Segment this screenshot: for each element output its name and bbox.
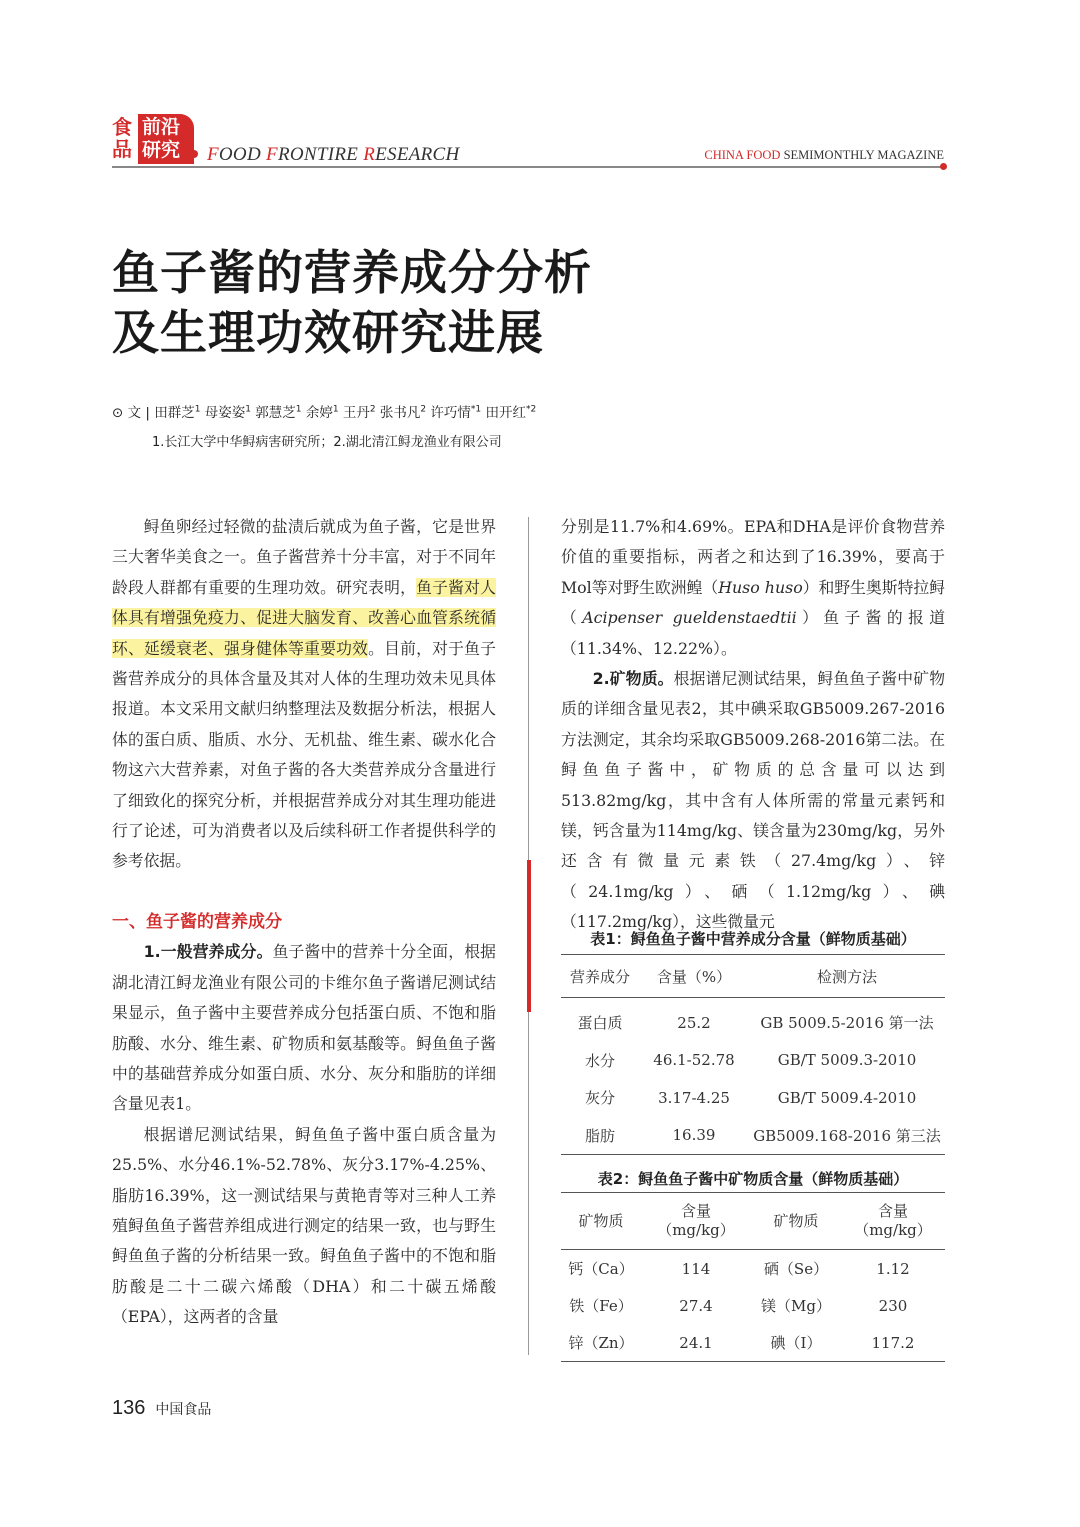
author-affiliation-mark: *1 [470, 404, 482, 415]
table-cell: 46.1-52.78 [653, 1051, 735, 1070]
author-prefix: ⊙ 文 | [112, 405, 155, 421]
table-row [561, 1079, 945, 1117]
author-list [154, 405, 536, 421]
author-name: 王丹 [342, 405, 370, 421]
table-cell: 16.39 [639, 1117, 749, 1155]
section-heading [112, 907, 496, 937]
left-column [112, 512, 496, 1333]
table-cell: 脂肪 [561, 1117, 639, 1155]
section-heading-text: 一、鱼子酱的营养成分 [112, 911, 282, 932]
author-line [112, 401, 536, 421]
spacer [112, 877, 496, 907]
page-footer [112, 1397, 211, 1420]
table-header [841, 1193, 945, 1250]
title-line-2: 及生理功效研究进展 [112, 306, 544, 361]
section-initial: F [207, 144, 219, 165]
intro-text: 鲟鱼卵经过轻微的盐渍后就成为鱼子酱，它是世界三大奢华美食之一。鱼子酱营养十分丰富，对于不同年龄段人群都有重要的生理功效。研究表明， [112, 517, 496, 597]
author-affiliation-mark: 2 [420, 404, 427, 415]
table-cell: GB 5009.5-2016 第一法 [760, 1014, 934, 1033]
highlighted-text: 鱼子酱对人体具有增强免疫力、促进大脑发育、改善心血管系统循环、延缓衰老、强身健体等重要功效 [112, 577, 496, 658]
table1-caption: 表1：鲟鱼鱼子酱中营养成分含量（鲜物质基础） [590, 930, 916, 948]
table-cell: 24.1 [641, 1324, 751, 1362]
paragraph-text: ）和野生奥斯特拉鲟（ [561, 577, 945, 628]
title-line-1: 鱼子酱的营养成分分析 [112, 246, 592, 301]
table-cell: 25.2 [677, 1013, 711, 1032]
author-affiliation-mark: 1 [194, 404, 201, 415]
table-cell: 硒（Se） [763, 1260, 829, 1278]
author-name: 郭慧芝 [255, 405, 296, 421]
right-column [561, 512, 945, 938]
fatty-acid-paragraph [561, 512, 945, 664]
table-cell: 27.4 [679, 1296, 713, 1315]
table-header-row [561, 1193, 945, 1250]
author-name: 张书凡 [379, 405, 421, 421]
table-header: 营养成分 [561, 955, 639, 998]
table-header-row [561, 955, 945, 998]
author-affiliation-mark: *2 [525, 404, 537, 415]
magazine-name-rest: SEMIMONTHLY MAGAZINE [780, 148, 944, 162]
paragraph-text: 分别是11.7%和4.69%。EPA和DHA是评价食物营养价值的重要指标，两者之和达到了16.39%，要高于Mol等对野生欧洲鳇（ [561, 517, 945, 597]
magazine-name [704, 148, 944, 163]
table-cell: 钙（Ca） [568, 1260, 634, 1278]
magazine-name-red: CHINA FOOD [704, 148, 781, 162]
logo-food-chars [112, 116, 136, 160]
header-rule-dot [940, 163, 947, 170]
table2 [561, 1192, 945, 1362]
logo-box-line2: 研究 [142, 139, 181, 161]
table-cell: 镁（Mg） [761, 1297, 831, 1315]
column-divider-accent [527, 860, 531, 1012]
table-header [641, 1193, 751, 1250]
table1 [561, 954, 945, 1155]
table-cell: 1.12 [876, 1259, 910, 1278]
table-header: 含量（%） [639, 955, 749, 998]
author-name: 母姿姿 [204, 405, 246, 421]
minerals-paragraph [561, 664, 945, 938]
section-initial: R [363, 144, 376, 165]
species-name: Huso huso [718, 577, 803, 597]
table-cell: 碘（I） [751, 1324, 841, 1362]
table-cell: 蛋白质 [577, 1014, 623, 1033]
table-cell: 117.2 [841, 1324, 945, 1362]
section-word: RONTIRE [277, 144, 364, 165]
author-affiliation-mark: 1 [295, 404, 302, 415]
author-affiliation-mark: 1 [332, 404, 339, 415]
table-row [561, 1250, 945, 1288]
section-initial: F [266, 144, 278, 165]
affiliations: 1.长江大学中华鲟病害研究所；2.湖北清江鲟龙渔业有限公司 [152, 435, 502, 450]
table-row [561, 998, 945, 1042]
header-line: 含量 [680, 1202, 711, 1220]
header-line: 含量 [877, 1202, 908, 1220]
table-cell: GB/T 5009.4-2010 [777, 1088, 917, 1107]
table-header: 矿物质 [751, 1193, 841, 1250]
section-word: OOD [218, 144, 267, 165]
author-name: 田开红 [485, 405, 526, 421]
author-name: 田群芝 [154, 405, 195, 421]
table-cell: 水分 [584, 1051, 615, 1070]
paragraph-text: 鱼子酱中的营养十分全面，根据湖北清江鲟龙渔业有限公司的卡维尔鱼子酱谱尼测试结果显示，鱼子酱中主要营养成分包括蛋白质、不饱和脂肪酸、水分、维生素、矿物质和氨基酸等。鲟鱼鱼子酱中的基础营养成分如蛋白质、水分、灰分和脂肪的详细含量见表1。 [112, 942, 496, 1114]
author-name: 许巧情 [430, 405, 471, 421]
logo-char-1: 食 [112, 115, 132, 139]
table-header: 矿物质 [561, 1193, 641, 1250]
table-header: 检测方法 [749, 955, 945, 998]
header-line: （mg/kg） [657, 1221, 735, 1239]
table-cell: 230 [878, 1296, 908, 1315]
table-row [561, 1042, 945, 1080]
table-cell: 锌（Zn） [561, 1324, 641, 1362]
subheading: 2.矿物质。 [592, 669, 674, 689]
table-cell: 灰分 [584, 1089, 615, 1108]
general-nutrients-paragraph [112, 937, 496, 1119]
paragraph-text: ）鱼子酱的报道（11.34%、12.22%）。 [561, 608, 945, 658]
author-affiliation-mark: 2 [369, 404, 376, 415]
subheading: 1.一般营养成分。 [143, 942, 273, 962]
intro-text-end: 。目前，对于鱼子酱营养成分的具体含量及其对人体的生理功效未见具体报道。本文采用文献归纳整理法及数据分析法，根据人体的蛋白质、脂质、水分、无机盐、维生素、碳水化合物这六大营养素，对鱼子酱的各大类营养成分含量进行了细致化的探究分析，并根据营养成分对其生理功能进行了论述，可为消费者以及后续科研工作者提供科学的参考依据。 [112, 638, 496, 871]
article-title [112, 244, 592, 364]
table-cell: 铁（Fe） [569, 1297, 633, 1315]
author-name: 余婷 [305, 405, 333, 421]
section-name-english [207, 144, 460, 166]
footer-magazine: 中国食品 [155, 1402, 212, 1418]
species-name: Acipenser gueldenstaedtii [582, 608, 797, 628]
table2-caption: 表2：鲟鱼鱼子酱中矿物质含量（鲜物质基础） [597, 1170, 909, 1188]
logo-box [138, 114, 194, 164]
paragraph-text: 根据谱尼测试结果，鲟鱼鱼子酱中矿物质的详细含量见表2，其中碘采取GB5009.267-2016方法测定，其余均采取GB5009.268-2016第二法。在鲟鱼鱼子酱中，矿物质的总含量可以达到513.82mg/kg，其中含有人体所需的常量元素钙和镁，钙含量为114mg/kg、镁含量为230mg/kg，另外还含有微量元素铁（27.4mg/kg）、锌（24.1mg/kg）、硒（1.12mg/kg）、碘（117.2mg/kg），这些微量元 [561, 669, 945, 932]
table-row [561, 1117, 945, 1155]
test-results-paragraph: 根据谱尼测试结果，鲟鱼鱼子酱中蛋白质含量为25.5%、水分46.1%-52.78%、灰分3.17%-4.25%、脂肪16.39%，这一测试结果与黄艳青等对三种人工养殖鲟鱼鱼子酱营养组成进行测定的结果一致，也与野生鲟鱼鱼子酱的分析结果一致。鲟鱼鱼子酱中的不饱和脂肪酸是二十二碳六烯酸（DHA）和二十碳五烯酸（EPA），这两者的含量 [112, 1124, 496, 1327]
table1-body [561, 998, 945, 1155]
header-line: （mg/kg） [854, 1221, 932, 1239]
table-row [561, 1324, 945, 1362]
table2-body [561, 1250, 945, 1362]
table-cell: 114 [681, 1259, 711, 1278]
table-cell: GB/T 5009.3-2010 [777, 1051, 917, 1070]
author-affiliation-mark: 1 [245, 404, 251, 415]
table-cell: GB5009.168-2016 第三法 [749, 1117, 945, 1155]
logo-char-2: 品 [112, 137, 132, 161]
logo-box-line1: 前沿 [142, 116, 181, 138]
intro-paragraph [112, 512, 496, 877]
section-word: ESEARCH [375, 144, 460, 165]
page-number: 136 [112, 1397, 146, 1419]
table-row [561, 1287, 945, 1324]
table-cell: 3.17-4.25 [658, 1088, 730, 1107]
header-rule [112, 166, 944, 168]
logo-dot [190, 150, 198, 158]
